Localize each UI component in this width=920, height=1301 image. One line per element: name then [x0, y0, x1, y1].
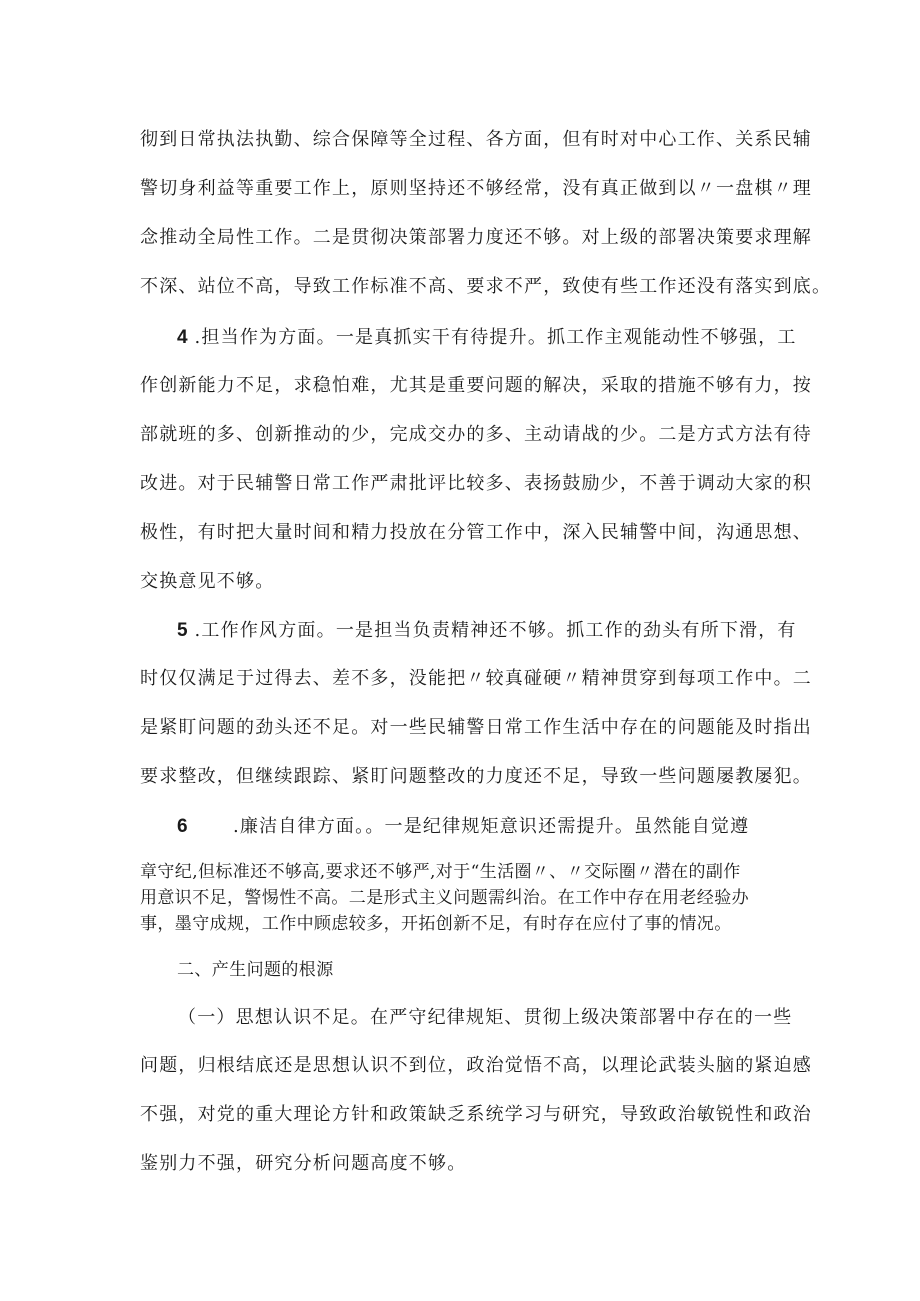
item-6-number: 6: [177, 816, 188, 837]
paragraph-line: 部就班的多、创新推动的少，完成交办的多、主动请战的少。二是方式方法有待: [140, 424, 812, 445]
item-6-first-line: [177, 815, 800, 839]
paragraph-line: 念推动全局性工作。二是贯彻决策部署力度还不够。对上级的部署决策要求理解: [140, 227, 812, 248]
paragraph-line: 警切身利益等重要工作上，原则坚持还不够经常，没有真正做到以〃一盘棋〃理: [140, 178, 812, 199]
paragraph-line: 交换意见不够。: [140, 571, 275, 592]
item-4-number: 4: [177, 327, 188, 348]
paragraph-line: 彻到日常执法执勤、综合保障等全过程、各方面，但有时对中心工作、关系民辅: [140, 129, 812, 150]
paragraph-line: 是紧盯问题的劲头还不足。对一些民辅警日常工作生活中存在的问题能及时指出: [140, 717, 812, 738]
paragraph-line: 极性，有时把大量时间和精力投放在分管工作中，深入民辅警中间，沟通思想、: [140, 522, 812, 543]
paragraph-line: 改进。对于民辅警日常工作严肃批评比较多、表扬鼓励少，不善于调动大家的积: [140, 473, 812, 494]
item-6-heading-text: .廉洁自律方面。。一是纪律规矩意识还需提升。虽然能自觉遵: [233, 816, 750, 837]
paragraph-line: 章守纪,但标准还不够高,要求还不够严,对于“生活圈〃、〃交际圈〃潜在的副作: [140, 862, 741, 882]
item-4-heading-text: .担当作为方面。一是真抓实干有待提升。抓工作主观能动性不够强，工: [194, 327, 797, 348]
item-5-number: 5: [177, 620, 188, 641]
paragraph-line: 要求整改，但继续跟踪、紧盯问题整改的力度还不足，导致一些问题屡教屡犯。: [140, 766, 812, 787]
paragraph-line: 作创新能力不足，求稳怕难，尤其是重要问题的解决，采取的措施不够有力，按: [140, 375, 812, 396]
item-5-heading-text: .工作作风方面。一是担当负责精神还不够。抓工作的劲头有所下滑，有: [194, 620, 797, 641]
paragraph-line: 不强，对党的重大理论方针和政策缺乏系统学习与研究，导致政治敏锐性和政治: [140, 1104, 812, 1125]
paragraph-line: 不深、站位不高，导致工作标准不高、要求不严，致使有些工作还没有落实到底。: [140, 276, 832, 297]
paragraph-line: 鉴别力不强，研究分析问题高度不够。: [140, 1153, 467, 1174]
section-heading: 二、产生问题的根源: [177, 960, 334, 980]
item-5-first-line: [177, 619, 800, 643]
subsection-1-first-line: （一）思想认识不足。在严守纪律规矩、贯彻上级决策部署中存在的一些: [178, 1007, 793, 1028]
item-4-first-line: [177, 326, 800, 350]
paragraph-line: 用意识不足，警惕性不高。二是形式主义问题需纠治。在工作中存在用老经验办: [140, 888, 749, 908]
paragraph-line: 问题，归根结底还是思想认识不到位，政治觉悟不高，以理论武装头脑的紧迫感: [140, 1055, 812, 1076]
paragraph-line: 事，墨守成规，工作中顾虑较多，开拓创新不足，有时存在应付了事的情况。: [140, 914, 732, 934]
paragraph-line: 时仅仅满足于过得去、差不多，没能把〃较真碰硬〃精神贯穿到每项工作中。二: [140, 668, 812, 689]
